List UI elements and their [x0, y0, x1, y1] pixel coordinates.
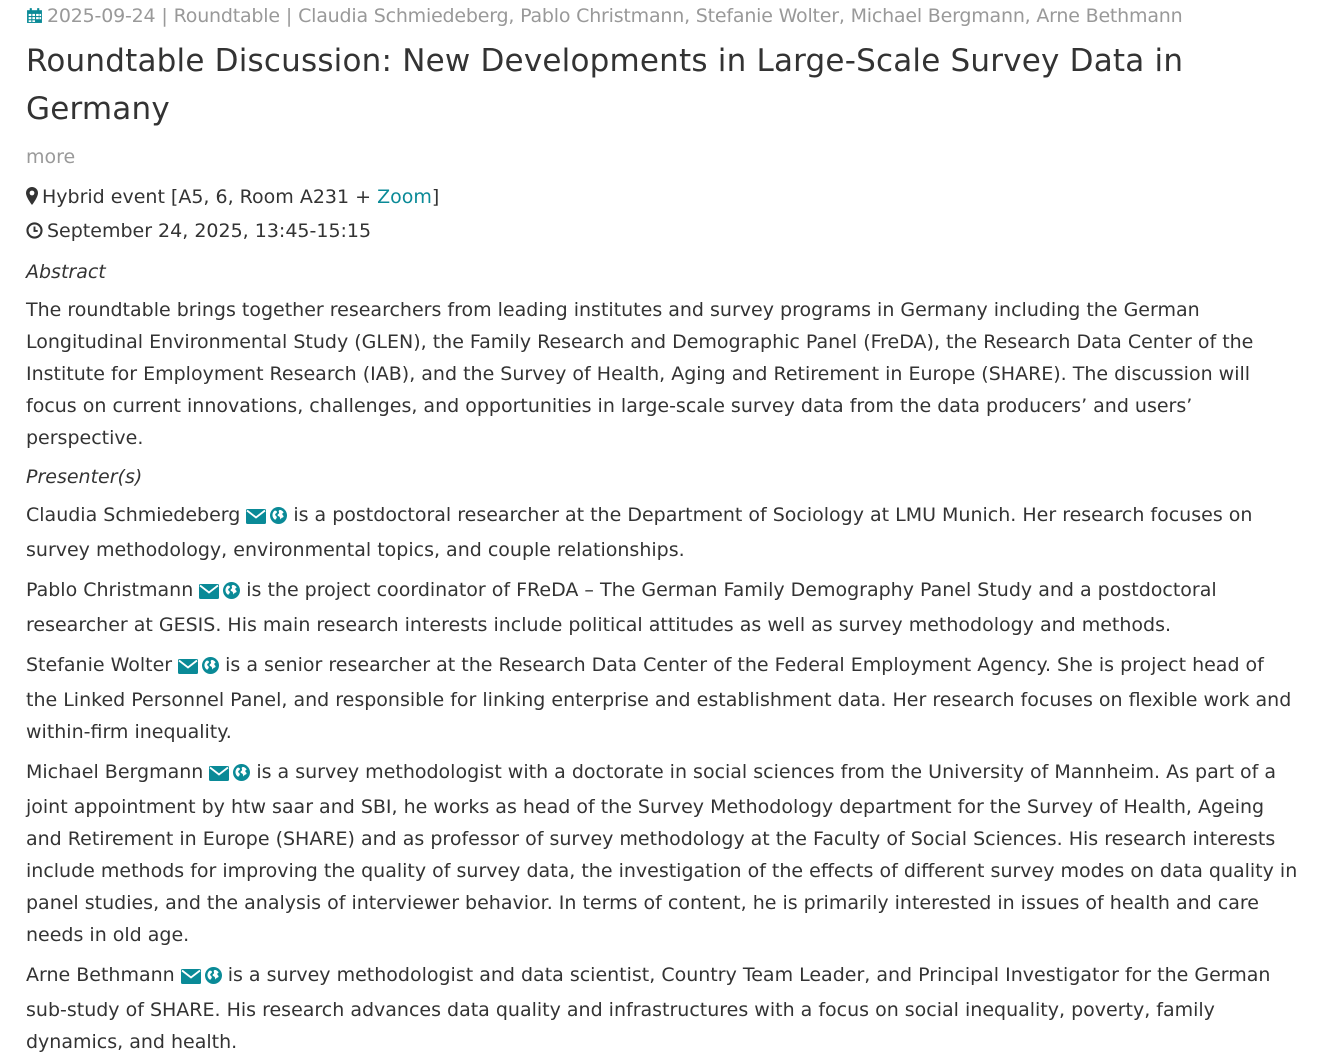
- page-title: Roundtable Discussion: New Developments in Large-Scale Survey Data in Germany: [26, 43, 1184, 127]
- envelope-icon[interactable]: [181, 962, 201, 994]
- envelope-icon[interactable]: [199, 577, 219, 609]
- meta-separator: |: [285, 5, 293, 27]
- presenter-bio: is a survey methodologist and data scientist, Country Team Leader, and Principal Investigator for the German sub-study of SHARE. His research advances data quality and infrastructures with a focus on social inequality, poverty, family dynamics, and health.: [26, 964, 1271, 1053]
- abstract-text: The roundtable brings together researchers from leading institutes and survey programs in Germany including the German Longitudinal Environmental Study (GLEN), the Family Research and Demographic Panel (FreDA), the Research Data Center of the Institute for Employment Research (IAB), and the Survey of Health, Aging and Retirement in Europe (SHARE). The discussion will focus on current innovations, challenges, and opportunities in large-scale survey data from the data producers’ and users’ perspective.: [26, 299, 1254, 449]
- presenter-item: [26, 649, 1298, 748]
- presenter-bio: is the project coordinator of FReDA – The German Family Demography Panel Study and a postdoctoral researcher at GESIS. His main research interests include political attitudes as well as survey methodology and methods.: [26, 579, 1217, 636]
- envelope-icon[interactable]: [246, 502, 266, 534]
- presenter-item: [26, 959, 1298, 1058]
- globe-icon[interactable]: [223, 577, 240, 609]
- globe-icon[interactable]: [202, 652, 219, 684]
- envelope-icon[interactable]: [209, 759, 229, 791]
- presenter-item: [26, 499, 1298, 566]
- more-link[interactable]: more: [26, 146, 76, 168]
- presenter-name: Claudia Schmiedeberg: [26, 504, 241, 526]
- calendar-icon: [26, 5, 43, 31]
- globe-icon[interactable]: [233, 759, 250, 791]
- presenter-bio: is a postdoctoral researcher at the Department of Sociology at LMU Munich. Her research focuses on survey methodology, environmental topics, and couple relationships.: [26, 504, 1253, 561]
- event-entry: [0, 3, 1322, 1058]
- time-text: September 24, 2025, 13:45-15:15: [47, 220, 372, 242]
- event-date: 2025-09-24: [47, 5, 156, 27]
- globe-icon[interactable]: [270, 502, 287, 534]
- presenter-item: [26, 574, 1298, 641]
- presenters-list: [26, 499, 1298, 1058]
- location-suffix: ]: [431, 186, 440, 208]
- presenters-heading: Presenter(s): [26, 466, 143, 488]
- location-text: Hybrid event [A5, 6, Room A231 +: [42, 186, 378, 208]
- event-meta: [26, 3, 1298, 31]
- envelope-icon[interactable]: [178, 652, 198, 684]
- meta-separator: |: [161, 5, 168, 27]
- presenter-bio: is a survey methodologist with a doctorate in social sciences from the University of Mannheim. As part of a joint appointment by htw saar and SBI, he works as head of the Survey Methodology department for the Survey of Health, Ageing and Retirement in Europe (SHARE) and as professor of survey methodology at the Faculty of Social Sciences. His research interests include methods for improving the quality of survey data, the investigation of the effects of different survey modes on data quality in panel studies, and the analysis of interviewer behavior. In terms of content, he is primarily interested in issues of health and care needs in old age.: [26, 761, 1298, 946]
- zoom-link[interactable]: Zoom: [377, 186, 432, 208]
- presenter-name: Stefanie Wolter: [26, 654, 173, 676]
- clock-icon: [26, 217, 43, 249]
- event-time: [26, 215, 1298, 249]
- map-marker-icon: [26, 183, 38, 215]
- event-type: Roundtable: [173, 5, 280, 27]
- presenter-name: Arne Bethmann: [26, 964, 175, 986]
- presenter-bio: is a senior researcher at the Research Data Center of the Federal Employment Agency. She is project head of the Linked Personnel Panel, and responsible for linking enterprise and establishment data. Her research focuses on flexible work and within-firm inequality.: [26, 654, 1292, 743]
- event-location: [26, 181, 1298, 215]
- event-authors: Claudia Schmiedeberg, Pablo Christmann, Stefanie Wolter, Michael Bergmann, Arne Bethmann: [298, 5, 1183, 27]
- presenter-name: Michael Bergmann: [26, 761, 204, 783]
- globe-icon[interactable]: [205, 962, 222, 994]
- abstract-heading: Abstract: [26, 261, 106, 283]
- presenter-name: Pablo Christmann: [26, 579, 194, 601]
- presenter-item: [26, 756, 1298, 951]
